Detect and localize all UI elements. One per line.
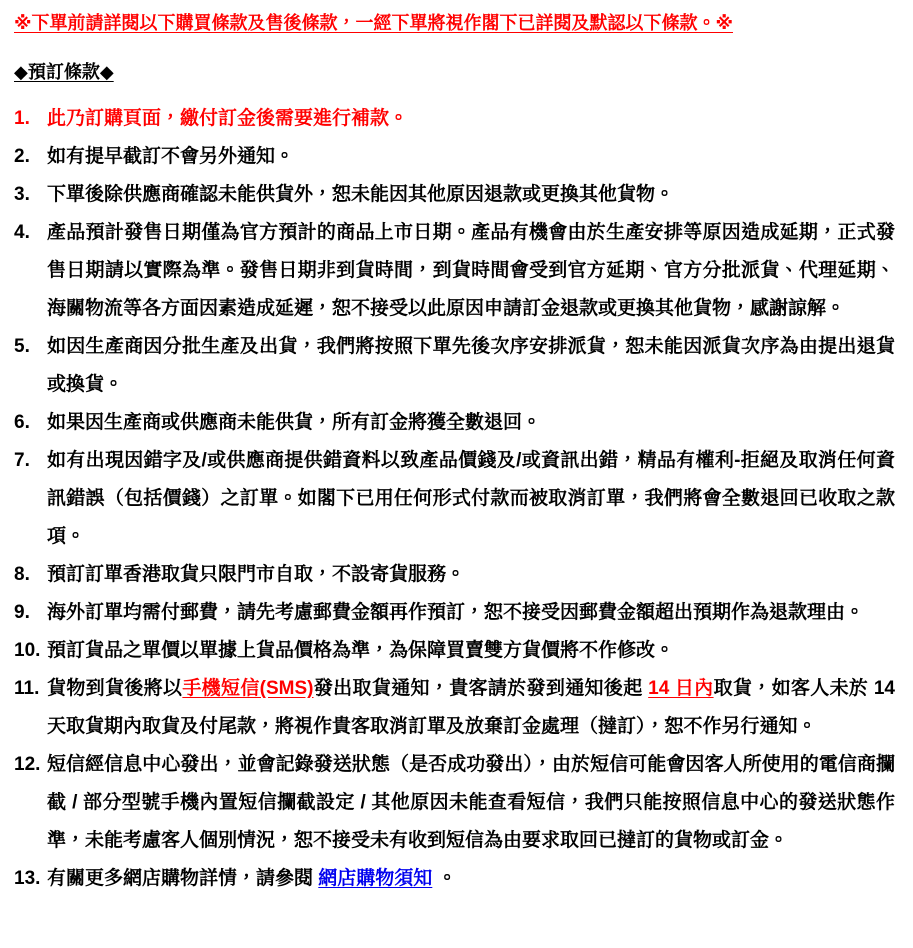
plain-text: 發出取貨通知，貴客請於發到通知後起	[313, 678, 649, 699]
plain-text: 預訂貨品之單價以單據上貨品價格為準，為保障買賣雙方貨價將不作修改。	[47, 640, 675, 661]
term-number: 6.	[14, 412, 30, 433]
term-text	[47, 632, 895, 670]
plain-text: 有關更多網店購物詳情，請參閱	[47, 868, 319, 889]
plain-text: 預訂訂單香港取貨只限門市自取，不設寄貨服務。	[47, 564, 466, 585]
plain-text: 下單後除供應商確認未能供貨外，恕未能因其他原因退款或更換其他貨物。	[47, 184, 675, 205]
plain-text: 貨物到貨後將以	[47, 678, 183, 699]
term-item	[14, 138, 895, 176]
term-text	[47, 404, 895, 442]
notice-title: ※下單前請詳閱以下購買條款及售後條款，一經下單將視作閣下已詳閱及默認以下條款。※	[14, 13, 733, 33]
plain-text: 海外訂單均需付郵費，請先考慮郵費金額再作預訂，恕不接受因郵費金額超出預期作為退款理由。	[47, 602, 865, 623]
term-number: 2.	[14, 146, 30, 167]
term-number: 8.	[14, 564, 30, 585]
term-number: 12.	[14, 754, 41, 775]
term-number: 7.	[14, 450, 30, 471]
term-item	[14, 670, 895, 746]
term-item	[14, 746, 895, 860]
term-number: 3.	[14, 184, 30, 205]
plain-text: 短信經信息中心發出，並會記錄發送狀態（是否成功發出），由於短信可能會因客人所使用的電信商攔截 / 部分型號手機內置短信攔截設定 / 其他原因未能查看短信，我們只能按照信息中心的發送狀態作準，未能考慮客人個別情況，恕不接受未有收到短信為由要求取回已撻訂的貨物或訂金。	[47, 754, 895, 851]
term-item	[14, 556, 895, 594]
plain-text: 取貨，如客人未於 14 天取貨期內取貨及付尾款，將視作貴客取消訂單及放棄訂金處理（撻訂），恕不作另行通知。	[47, 678, 895, 737]
term-item	[14, 176, 895, 214]
term-number: 10.	[14, 640, 41, 661]
term-item	[14, 328, 895, 404]
term-number: 1.	[14, 108, 30, 129]
term-number: 5.	[14, 336, 30, 357]
term-text	[47, 594, 895, 632]
plain-text: 。	[432, 868, 457, 889]
plain-text: 如果因生產商或供應商未能供貨，所有訂金將獲全數退回。	[47, 412, 542, 433]
term-text	[47, 176, 895, 214]
store-shopping-guide-link[interactable]: 網店購物須知	[318, 868, 433, 889]
plain-text: 如有提早截訂不會另外通知。	[47, 146, 295, 167]
term-number: 11.	[14, 678, 40, 699]
term-number: 4.	[14, 222, 30, 243]
term-item	[14, 100, 895, 138]
section-title-preorder-terms: ◆預訂條款◆	[14, 62, 114, 82]
plain-text: 如有出現因錯字及/或供應商提供錯資料以致產品價錢及/或資訊出錯，精品有權利-拒絕及取消任何資訊錯誤（包括價錢）之訂單。如閣下已用任何形式付款而被取消訂單，我們將會全數退回已收取之款項。	[47, 450, 895, 547]
term-text	[47, 214, 895, 328]
term-text	[47, 100, 895, 138]
term-text	[47, 328, 895, 404]
plain-text: 產品預計發售日期僅為官方預計的商品上市日期。產品有機會由於生產安排等原因造成延期，正式發售日期請以實際為準。發售日期非到貨時間，到貨時間會受到官方延期、官方分批派貨、代理延期、海關物流等各方面因素造成延遲，恕不接受以此原因申請訂金退款或更換其他貨物，感謝諒解。	[47, 222, 895, 319]
term-item	[14, 860, 895, 898]
term-text	[47, 442, 895, 556]
term-item	[14, 442, 895, 556]
term-item	[14, 594, 895, 632]
term-number: 13.	[14, 868, 41, 889]
highlighted-text: 14 日內	[648, 678, 714, 699]
term-text	[47, 556, 895, 594]
plain-text: 此乃訂購頁面，繳付訂金後需要進行補款。	[47, 108, 409, 129]
term-item	[14, 404, 895, 442]
term-text	[47, 860, 895, 898]
term-text	[47, 138, 895, 176]
term-number: 9.	[14, 602, 30, 623]
plain-text: 如因生產商因分批生產及出貨，我們將按照下單先後次序安排派貨，恕未能因派貨次序為由提出退貨或換貨。	[47, 336, 895, 395]
highlighted-text: 手機短信(SMS)	[182, 678, 314, 699]
term-item	[14, 214, 895, 328]
terms-list	[14, 100, 895, 898]
term-item	[14, 632, 895, 670]
term-text	[47, 746, 895, 860]
term-text	[47, 670, 895, 746]
